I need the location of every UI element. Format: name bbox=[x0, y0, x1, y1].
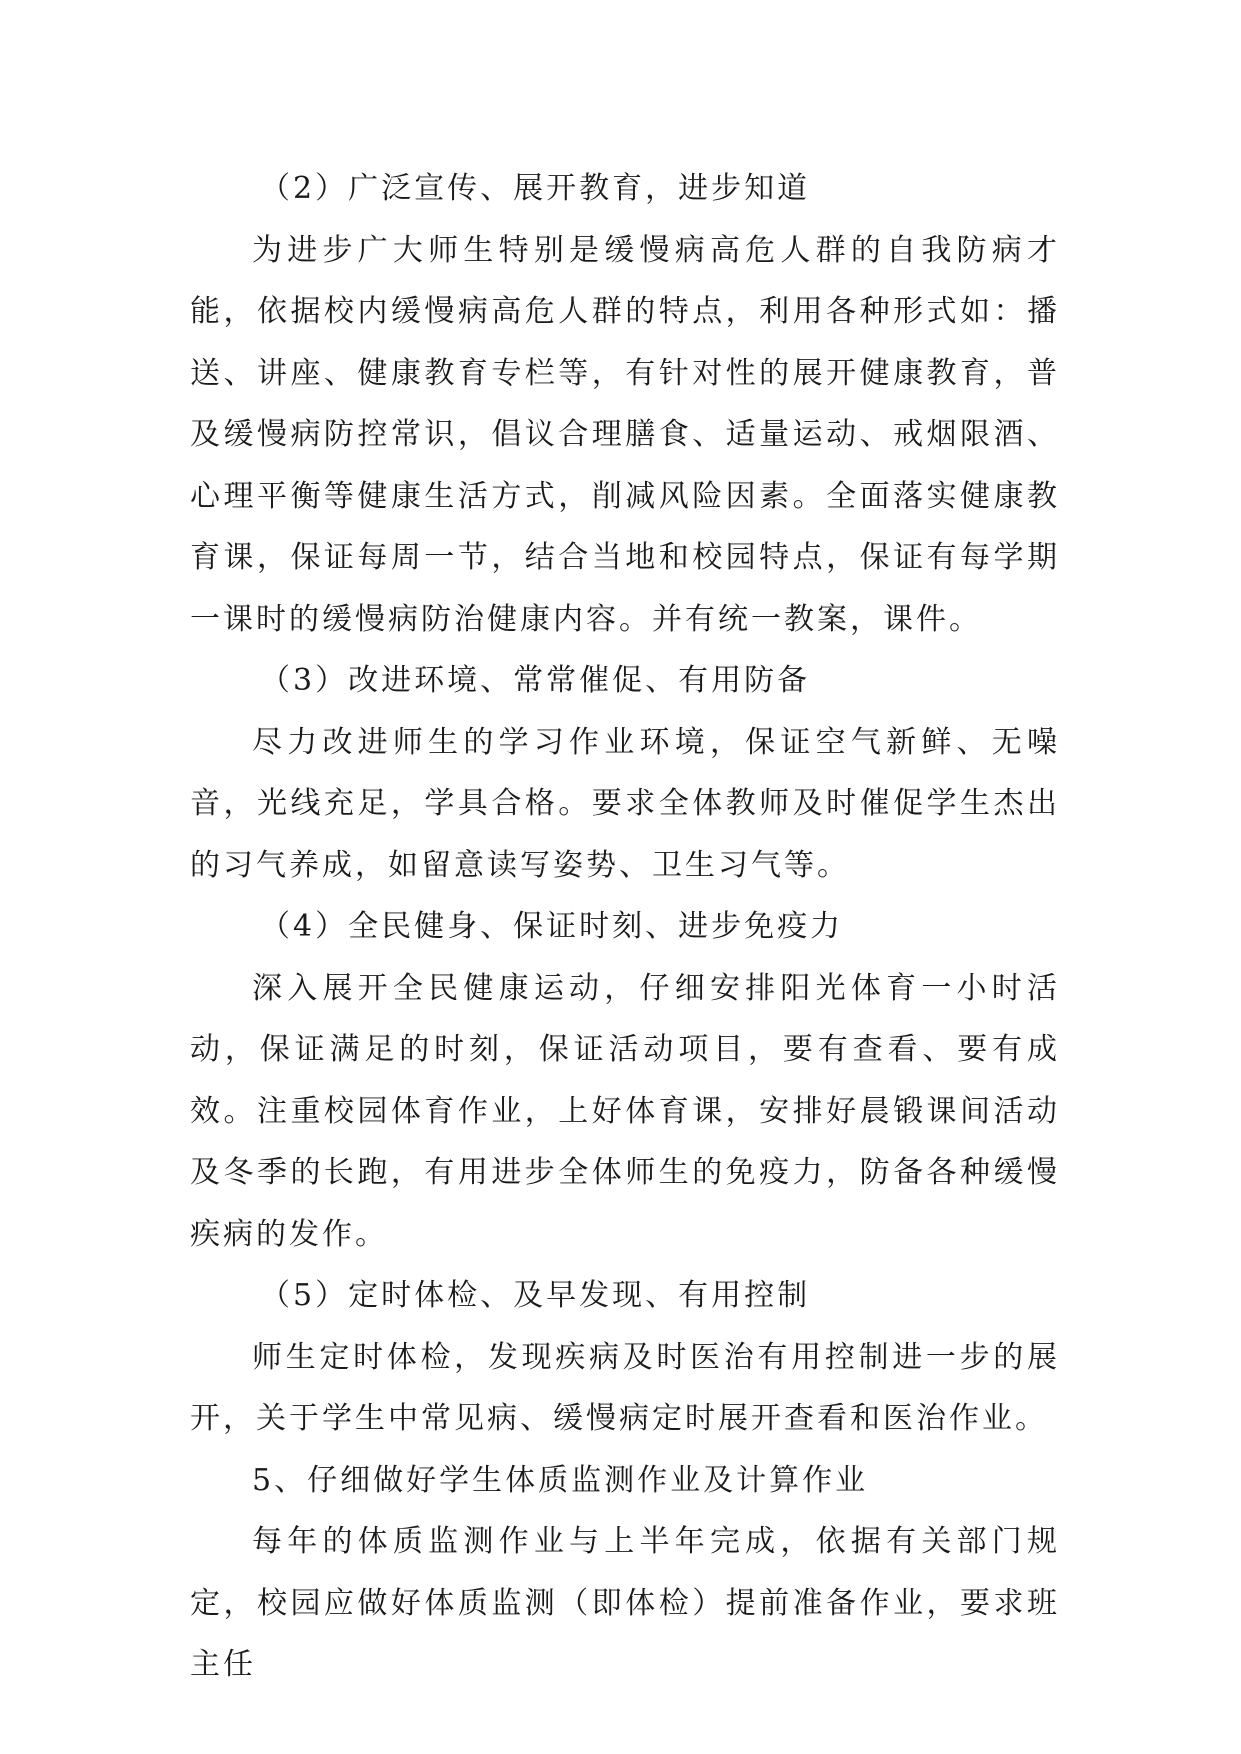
paragraph-monitoring: 每年的体质监测作业与上半年完成，依据有关部门规定，校园应做好体质监测（即体检）提前准备作业，要求班主任 bbox=[190, 1524, 1060, 1682]
paragraph-health-education: 为进步广大师生特别是缓慢病高危人群的自我防病才能，依据校内缓慢病高危人群的特点，利用各种形式如：播送、讲座、健康教育专栏等，有针对性的展开健康教育，普及缓慢病防控常识，倡议合理膳食、适量运动、戒烟限酒、心理平衡等健康生活方式，削减风险因素。全面落实健康教育课，保证每周一节，结合当地和校园特点，保证有每学期一课时的缓慢病防治健康内容。并有统一教案，课件。 bbox=[190, 232, 1060, 637]
document-body bbox=[190, 158, 1060, 1696]
section-heading-item-5: 5、仔细做好学生体质监测作业及计算作业 bbox=[252, 1462, 869, 1498]
paragraph-fitness: 深入展开全民健康运动，仔细安排阳光体育一小时活动，保证满足的时刻，保证活动项目，要有查看、要有成效。注重校园体育作业，上好体育课，安排好晨锻课间活动及冬季的长跑，有用进步全体师生的免疫力，防备各种缓慢疾病的发作。 bbox=[190, 970, 1060, 1252]
paragraph-checkups: 师生定时体检，发现疾病及时医治有用控制进一步的展开，关于学生中常见病、缓慢病定时展开查看和医治作业。 bbox=[190, 1339, 1060, 1436]
section-heading-4: （4）全民健身、保证时刻、进步免疫力 bbox=[260, 909, 844, 944]
section-heading-5: （5）定时体检、及早发现、有用控制 bbox=[260, 1278, 811, 1313]
section-heading-3: （3）改进环境、常常催促、有用防备 bbox=[260, 663, 811, 698]
section-heading-2: （2）广泛宣传、展开教育，进步知道 bbox=[260, 171, 811, 206]
paragraph-environment: 尽力改进师生的学习作业环境，保证空气新鲜、无噪音，光线充足，学具合格。要求全体教师及时催促学生杰出的习气养成，如留意读写姿势、卫生习气等。 bbox=[190, 724, 1060, 883]
